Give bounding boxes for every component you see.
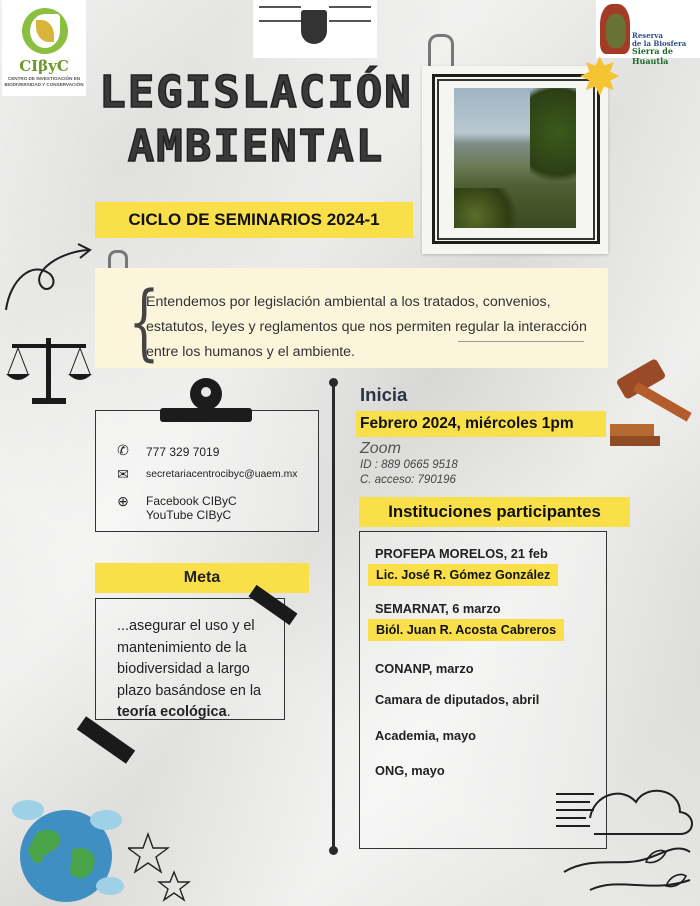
sun-icon: ✸ [578,49,622,107]
globe-icon: ⊕ [117,493,129,509]
reserva-line-3: Sierra de Huautla [632,46,673,66]
gavel-icon [610,348,700,452]
phone-icon: ✆ [117,442,129,458]
zoom-passcode: C. acceso: 790196 [360,474,456,486]
contact-email: secretariacentrocibyc@uaem.mx [146,469,298,480]
divider-dot-bottom [329,846,338,855]
cibyc-logo-subtitle: CENTRO DE INVESTIGACIÓN EN BIODIVERSIDAD Y CONSERVACIÓN [4,76,84,87]
contact-youtube: YouTube CIByC [146,508,232,522]
speaker-name: Biól. Juan R. Acosta Cabreros [368,619,564,641]
speaker-name: Lic. José R. Gómez González [368,564,558,586]
title-line-1: LEGISLACIÓN [99,67,413,118]
scale-icon [4,332,94,406]
intro-text: Entendemos por legislación ambiental a los tratados, convenios, estatutos, leyes y reglamentos que nos permiten regular la interacción entre los humanos y el ambiente. [146,294,587,360]
brace-icon: { [128,275,160,370]
star-icon [128,832,198,906]
cloud-icon [550,776,700,906]
uaem-crest-logo [253,0,377,58]
vertical-divider [332,382,335,852]
inicia-heading: Inicia [360,384,408,405]
ciclo-banner: CICLO DE SEMINARIOS 2024-1 [95,202,413,238]
divider-dot-top [329,378,338,387]
clipboard-clip-icon [160,378,252,422]
institution-item: Academia, mayo [375,728,477,743]
mail-icon: ✉ [117,466,129,482]
contact-phone: 777 329 7019 [146,445,220,459]
reserva-line-1: Reserva [632,31,663,40]
start-date: Febrero 2024, miércoles 1pm [356,411,606,437]
zoom-id: ID : 889 0665 9518 [360,459,458,471]
intro-underline [458,341,584,342]
institution-item: CONANP, marzo [375,661,474,676]
zoom-label: Zoom [360,440,401,457]
meta-label: Meta [95,563,309,593]
title-line-2: AMBIENTAL [127,121,385,172]
earth-icon [6,790,124,906]
institution-item: PROFEPA MORELOS, 21 feb [375,546,548,561]
institutions-label: Instituciones participantes [359,497,630,527]
meta-text: ...asegurar el uso y el mantenimiento de la biodiversidad a largo plazo basándose en la teoría ecológica. [117,618,262,720]
meta-text-bold: teoría ecológica [117,704,227,720]
institution-item: SEMARNAT, 6 marzo [375,601,501,616]
institution-item: ONG, mayo [375,763,445,778]
contact-facebook: Facebook CIByC [146,494,237,508]
reserva-line-2: de la Biosfera [632,39,687,48]
cibyc-logo-name: CIβyC [19,57,69,75]
cibyc-logo [2,0,86,96]
curly-arrow-icon [2,240,92,314]
institution-item: Camara de diputados, abril [375,692,540,707]
